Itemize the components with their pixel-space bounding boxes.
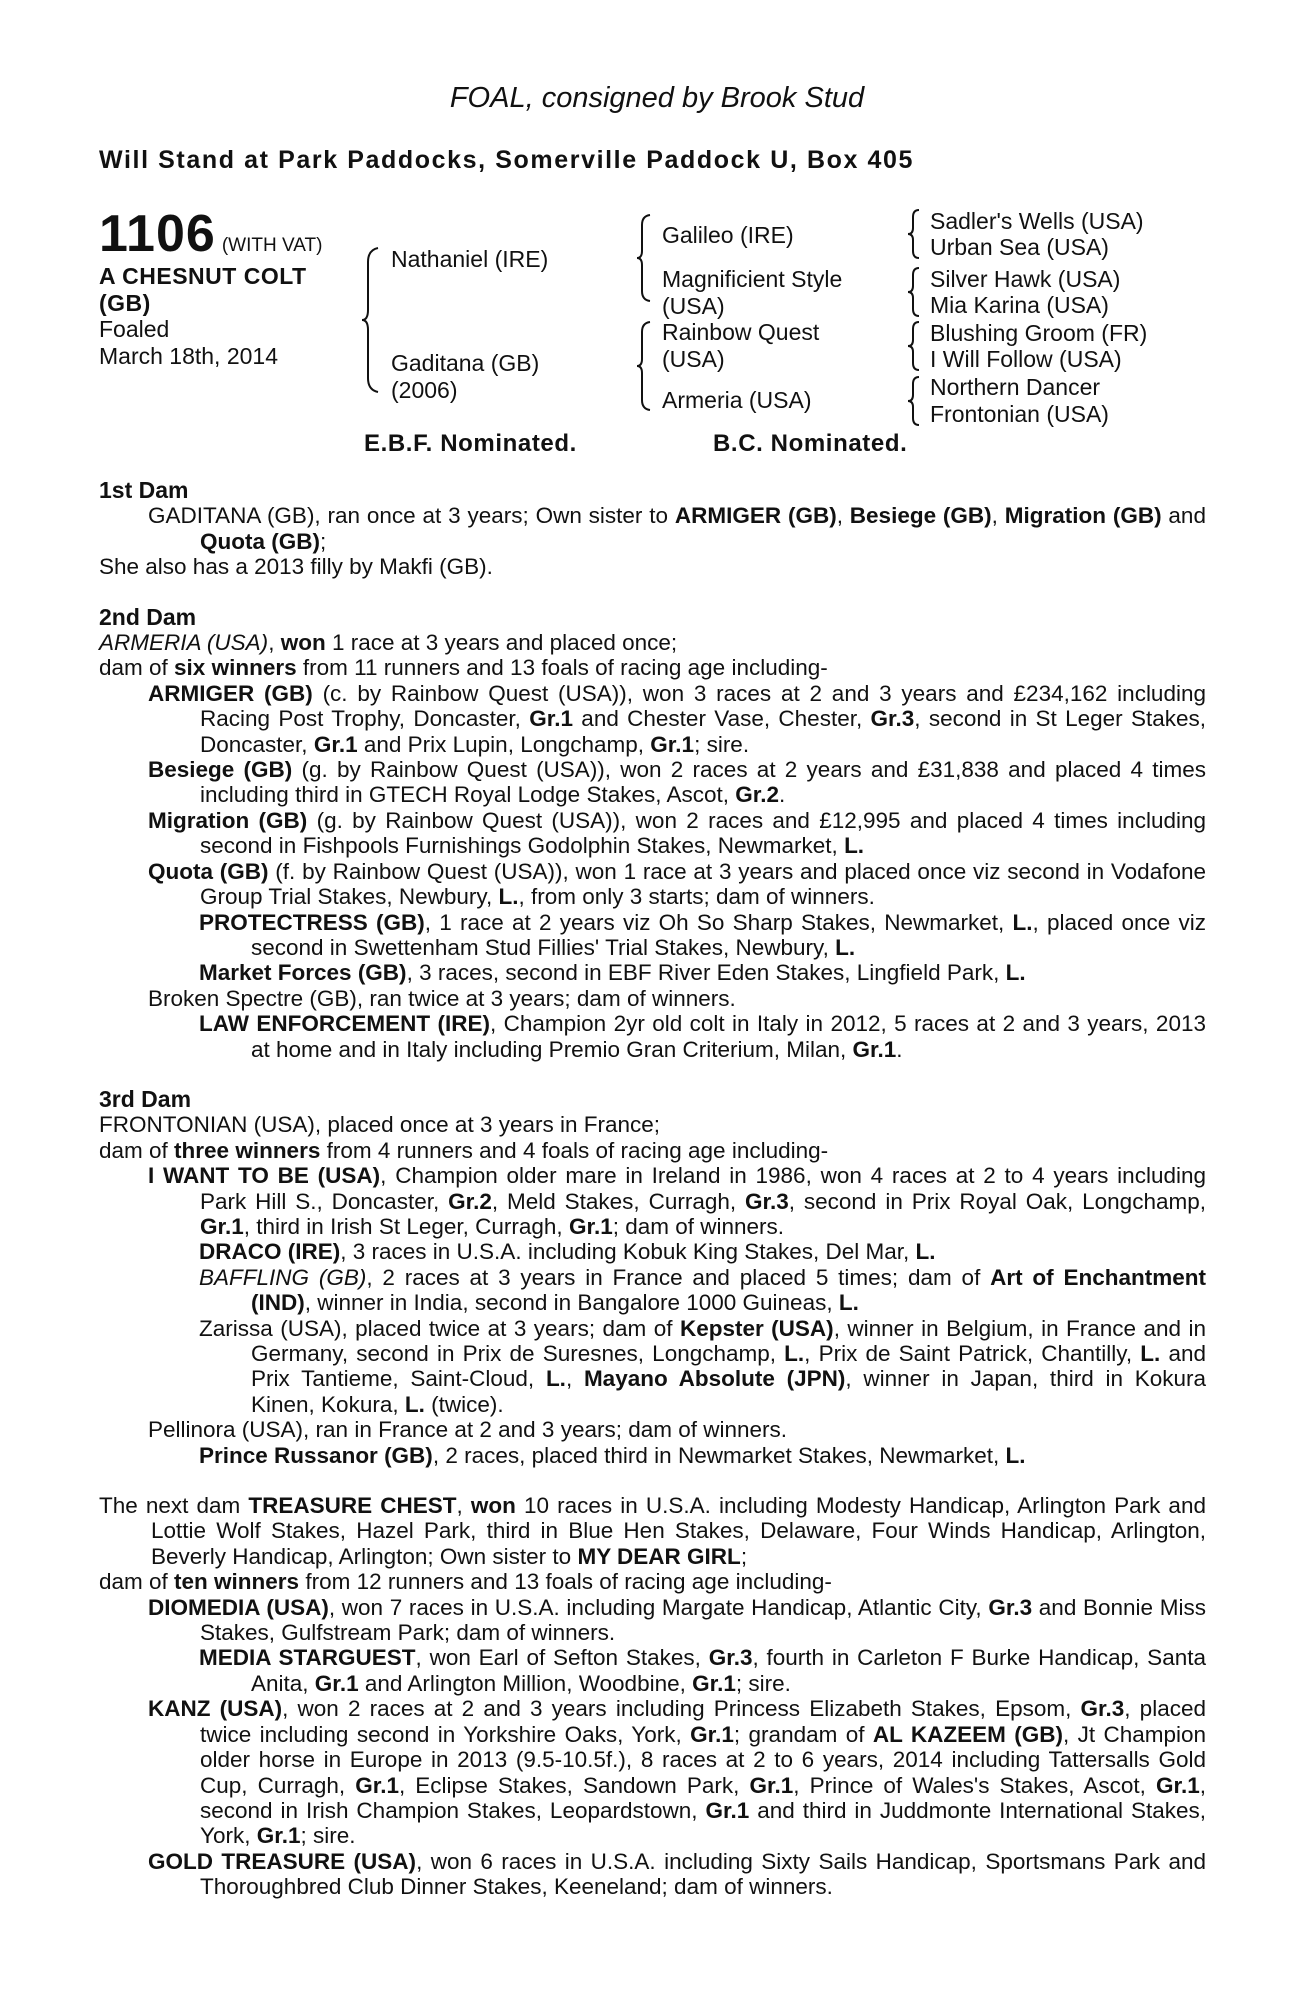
text-run: (g. by Rainbow Quest (USA)), won 2 races at 2 years and £31,838 and placed 4 times including third in GTECH Royal Lodge Stakes, Ascot, bbox=[200, 757, 1206, 808]
text-run: PROTECTRESS (GB) bbox=[199, 909, 425, 935]
dam2-market-forces bbox=[99, 960, 1206, 985]
pedigree-brace-g3 bbox=[906, 320, 922, 372]
text-run: L. bbox=[835, 934, 856, 960]
text-run: ARMIGER (GB) bbox=[674, 503, 837, 529]
text-run: GOLD TREASURE (USA) bbox=[148, 1848, 417, 1874]
text-run: L. bbox=[784, 1341, 805, 1366]
text-run: , bbox=[836, 503, 850, 529]
text-run: Gr.1 bbox=[355, 1772, 399, 1798]
pedigree-brace-g2 bbox=[906, 266, 922, 318]
pedigree-sire-dam bbox=[662, 266, 842, 319]
dam3-pellinora bbox=[99, 1417, 1206, 1442]
dam3-draco bbox=[99, 1239, 1206, 1264]
text-run: Gr.3 bbox=[744, 1188, 789, 1214]
text-run: and third in Juddmonte International Stakes, York, bbox=[200, 1797, 1206, 1849]
text-run: won bbox=[280, 630, 326, 656]
text-run: , bbox=[991, 503, 1005, 529]
text-run: , winner in India, second in Bangalore 1000 Guineas, bbox=[304, 1290, 839, 1316]
text-run: Quota (GB) bbox=[148, 858, 269, 884]
pedigree-gen4-2: Urban Sea (USA) bbox=[930, 234, 1109, 260]
pedigree-sire-sire: Galileo (IRE) bbox=[662, 222, 794, 248]
consignor-line: FOAL, consigned by Brook Stud bbox=[449, 82, 865, 114]
next-gold-treasure bbox=[99, 1849, 1206, 1900]
text-run: FRONTONIAN (USA), placed once at 3 years in France; bbox=[99, 1112, 661, 1138]
pedigree-dam-sire-line1: Rainbow Quest bbox=[662, 319, 820, 345]
dam2-armiger bbox=[99, 681, 1206, 757]
text-run: Gr.1 bbox=[313, 731, 358, 757]
text-run: DIOMEDIA (USA) bbox=[148, 1594, 329, 1620]
lot-title-line2: (GB) bbox=[99, 289, 151, 316]
text-run: , second in Prix Royal Oak, Longchamp, bbox=[788, 1188, 1206, 1214]
text-run: 10 races in U.S.A. including Modesty Handicap, Arlington Park and Lottie Wolf Stakes, Hazel Park, third in Blue Hen Stakes, Delaware, Four Winds Handicap, Arlington, Beverly Handicap, Arlington; Own sister to bbox=[151, 1493, 1206, 1569]
pedigree-dam-line2: (2006) bbox=[391, 376, 458, 403]
dam3-zarissa bbox=[99, 1316, 1206, 1418]
pedigree-gen4-5: Blushing Groom (FR) bbox=[930, 320, 1148, 346]
lot-title-line1: A CHESNUT COLT bbox=[99, 263, 307, 289]
text-run: AL KAZEEM (GB) bbox=[872, 1721, 1063, 1747]
text-run: , 2 races, placed third in Newmarket Stakes, Newmarket, bbox=[432, 1442, 1006, 1468]
text-run: Pellinora (USA), ran in France at 2 and 3 years; dam of winners. bbox=[148, 1417, 788, 1443]
text-run: , second in St Leger Stakes, Doncaster, bbox=[200, 706, 1206, 757]
text-run: Art of Enchantment (IND) bbox=[251, 1264, 1206, 1316]
text-run: Besiege (GB) bbox=[148, 757, 293, 783]
text-run: . bbox=[896, 1036, 903, 1062]
text-run: , won 7 races in U.S.A. including Margate Handicap, Atlantic City, bbox=[328, 1594, 989, 1620]
text-run: , fourth in Carleton F Burke Handicap, Santa Anita, bbox=[251, 1645, 1206, 1696]
text-run: Broken Spectre (GB), ran twice at 3 years; dam of winners. bbox=[148, 985, 736, 1011]
dam2-protectress bbox=[99, 910, 1206, 961]
text-run: dam of bbox=[99, 1569, 175, 1595]
pedigree-brace-g4 bbox=[906, 375, 922, 427]
text-run: ; dam of winners. bbox=[612, 1213, 785, 1239]
text-run: and Prix Tantieme, Saint-Cloud, bbox=[251, 1341, 1206, 1392]
text-run: Gr.3 bbox=[988, 1594, 1033, 1620]
dam2-broken-spectre bbox=[99, 986, 1206, 1011]
next-dam-entry bbox=[99, 1493, 1206, 1569]
text-run: , 3 races in U.S.A. including Kobuk King Stakes, Del Mar, bbox=[340, 1239, 916, 1265]
text-run: ; bbox=[319, 528, 327, 554]
text-run: Gr.1 bbox=[200, 1213, 244, 1239]
text-run: Migration (GB) bbox=[148, 807, 308, 833]
next-diomedia bbox=[99, 1595, 1206, 1646]
pedigree-gen4-8: Frontonian (USA) bbox=[930, 401, 1109, 427]
dam2-heading: 2nd Dam bbox=[99, 603, 197, 630]
pedigree-sire-dam-line1: Magnificient Style bbox=[662, 266, 843, 292]
text-run: ; sire. bbox=[300, 1823, 356, 1849]
text-run: (g. by Rainbow Quest (USA)), won 2 races and £12,995 and placed 4 times including second in Fishpools Furnishings Godolphin Stakes, Newmarket, bbox=[200, 807, 1206, 859]
text-run: Kepster (USA) bbox=[679, 1315, 834, 1341]
text-run: , Prix de Saint Patrick, Chantilly, bbox=[804, 1341, 1141, 1366]
text-run: Mayano Absolute (JPN) bbox=[583, 1366, 846, 1392]
dam3-baffling bbox=[99, 1265, 1206, 1316]
vat-note: (WITH VAT) bbox=[221, 235, 323, 256]
dam2-produce bbox=[99, 655, 1206, 680]
text-run: Market Forces (GB) bbox=[199, 960, 407, 986]
text-run: , Champion 2yr old colt in Italy in 2012, 5 races at 2 and 3 years, 2013 at home and in Italy including Premio Gran Criterium, Milan, bbox=[251, 1011, 1206, 1062]
dam3-intro bbox=[99, 1112, 1206, 1137]
next-kanz bbox=[99, 1696, 1206, 1848]
text-run: (f. by Rainbow Quest (USA)), won 1 race at 3 years and placed once viz second in Vodafone Group Trial Stakes, Newbury, bbox=[200, 858, 1206, 910]
text-run: LAW ENFORCEMENT (IRE) bbox=[199, 1011, 490, 1037]
text-run: TREASURE CHEST bbox=[248, 1493, 457, 1519]
pedigree-dam-line1: Gaditana (GB) bbox=[391, 350, 540, 376]
dam3-prince-russanor bbox=[99, 1443, 1206, 1468]
text-run: three winners bbox=[174, 1137, 321, 1163]
text-run: GADITANA (GB), ran once at 3 years; Own sister to bbox=[148, 503, 675, 529]
dam1-heading: 1st Dam bbox=[99, 477, 189, 503]
text-run: Gr.1 bbox=[650, 731, 695, 757]
text-run: , 3 races, second in EBF River Eden Stakes, Lingfield Park, bbox=[406, 960, 1006, 986]
text-run: from 4 runners and 4 foals of racing age including- bbox=[320, 1137, 829, 1163]
pedigree-gen4-4: Mia Karina (USA) bbox=[930, 292, 1109, 318]
text-run: Gr.1 bbox=[568, 1213, 613, 1239]
dam2-quota bbox=[99, 859, 1206, 910]
text-run: L. bbox=[1005, 1442, 1026, 1468]
text-run: Gr.3 bbox=[870, 706, 915, 732]
text-run: won bbox=[470, 1493, 516, 1519]
pedigree-dam-dam: Armeria (USA) bbox=[662, 387, 812, 413]
text-run: , bbox=[565, 1366, 584, 1392]
text-run: , third in Irish St Leger, Curragh, bbox=[243, 1213, 569, 1239]
dam2-migration bbox=[99, 808, 1206, 859]
text-run: , second in Irish Champion Stakes, Leopardstown, bbox=[200, 1772, 1207, 1823]
text-run: ten winners bbox=[174, 1569, 300, 1595]
pedigree-gen4-6: I Will Follow (USA) bbox=[930, 346, 1122, 372]
next-media-starguest bbox=[99, 1645, 1206, 1696]
text-run: L. bbox=[915, 1239, 936, 1265]
text-run: Gr.1 bbox=[692, 1670, 736, 1696]
pedigree-sire: Nathaniel (IRE) bbox=[391, 246, 549, 272]
dam3-produce bbox=[99, 1138, 1206, 1163]
text-run: Gr.1 bbox=[1155, 1772, 1200, 1798]
text-run: (c. by Rainbow Quest (USA)), won 3 races at 2 and 3 years and £234,162 including Racing Post Trophy, Doncaster, bbox=[200, 680, 1206, 732]
text-run: ; grandam of bbox=[733, 1721, 873, 1747]
text-run: Besiege (GB) bbox=[849, 503, 992, 529]
text-run: dam of bbox=[99, 655, 175, 681]
text-run: (twice). bbox=[424, 1391, 504, 1417]
text-run: six winners bbox=[174, 655, 297, 681]
text-run: Gr.2 bbox=[735, 782, 780, 808]
bc-nominated: B.C. Nominated. bbox=[713, 430, 908, 457]
foaled-date: March 18th, 2014 bbox=[99, 342, 279, 369]
text-run: L. bbox=[1005, 960, 1026, 986]
text-run: Prince Russanor (GB) bbox=[199, 1442, 433, 1468]
dam2-law-enforcement bbox=[99, 1011, 1206, 1062]
text-run: and Chester Vase, Chester, bbox=[573, 706, 871, 732]
text-run: Gr.3 bbox=[708, 1645, 753, 1671]
text-run: and Prix Lupin, Longchamp, bbox=[357, 731, 651, 757]
text-run: and Arlington Million, Woodbine, bbox=[358, 1670, 693, 1696]
text-run: Gr.1 bbox=[256, 1823, 301, 1849]
text-run: , Jt Champion older horse in Europe in 2013 (9.5-10.5f.), 8 races at 2 to 6 years, 2014 including Tattersalls Gold Cup, Curragh, bbox=[200, 1721, 1207, 1798]
text-run: L. bbox=[545, 1366, 566, 1392]
pedigree-brace-sire bbox=[635, 213, 653, 303]
text-run: , placed once viz second in Swettenham Stud Fillies' Trial Stakes, Newbury, bbox=[251, 909, 1206, 960]
text-run: Gr.3 bbox=[1080, 1696, 1125, 1722]
text-run: L. bbox=[404, 1391, 425, 1417]
dam2-intro bbox=[99, 630, 1206, 655]
pedigree-dam-sire-line2: (USA) bbox=[662, 345, 725, 372]
text-run: Migration (GB) bbox=[1004, 503, 1162, 529]
text-run: L. bbox=[1140, 1341, 1161, 1366]
text-run: , won 6 races in U.S.A. including Sixty Sails Handicap, Sportsmans Park and Thoroughbred Club Dinner Stakes, Keeneland; dam of winners. bbox=[200, 1848, 1206, 1900]
text-run: , won Earl of Sefton Stakes, bbox=[415, 1645, 709, 1671]
foaled-label: Foaled bbox=[99, 316, 170, 342]
text-run: , won 2 races at 2 and 3 years including Princess Elizabeth Stakes, Epsom, bbox=[282, 1696, 1081, 1722]
dam2-besiege bbox=[99, 757, 1206, 808]
lot-number-block bbox=[99, 204, 322, 264]
text-run: L. bbox=[844, 833, 865, 859]
pedigree-gen4-3: Silver Hawk (USA) bbox=[930, 266, 1121, 292]
stand-location: Will Stand at Park Paddocks, Somerville Paddock U, Box 405 bbox=[99, 146, 915, 174]
text-run: , winner in Japan, third in Kokura Kinen, Kokura, bbox=[251, 1366, 1206, 1417]
text-run: MEDIA STARGUEST bbox=[199, 1645, 416, 1671]
pedigree-gen4-1: Sadler's Wells (USA) bbox=[930, 208, 1144, 234]
text-run: , Prince of Wales's Stakes, Ascot, bbox=[793, 1772, 1156, 1798]
text-run: MY DEAR GIRL bbox=[577, 1543, 741, 1569]
pedigree-brace-main bbox=[360, 246, 382, 394]
text-run: L. bbox=[1012, 909, 1033, 935]
text-run: , Eclipse Stakes, Sandown Park, bbox=[398, 1772, 750, 1798]
text-run: , bbox=[268, 630, 281, 656]
text-run: , Champion older mare in Ireland in 1986, won 4 races at 2 to 4 years including Park Hill S., Doncaster, bbox=[200, 1163, 1206, 1214]
lot-description bbox=[99, 263, 307, 369]
text-run: Quota (GB) bbox=[200, 528, 320, 554]
text-run: 1 race at 3 years and placed once; bbox=[325, 630, 678, 656]
pedigree-dam-sire bbox=[662, 319, 819, 372]
text-run: L. bbox=[838, 1290, 859, 1316]
text-run: Gr.1 bbox=[705, 1797, 750, 1823]
next-dam-produce bbox=[99, 1569, 1206, 1594]
text-run: ARMIGER (GB) bbox=[148, 680, 313, 706]
pedigree-brace-g1 bbox=[906, 208, 922, 260]
text-run: Gr.1 bbox=[852, 1036, 897, 1062]
text-run: Gr.2 bbox=[448, 1188, 492, 1214]
text-run: ARMERIA (USA) bbox=[99, 630, 269, 656]
ebf-nominated: E.B.F. Nominated. bbox=[364, 430, 577, 457]
pedigree-sire-dam-line2: (USA) bbox=[662, 292, 725, 319]
text-run: , Meld Stakes, Curragh, bbox=[491, 1188, 745, 1214]
text-run: DRACO (IRE) bbox=[199, 1239, 341, 1265]
text-run: , from only 3 starts; dam of winners. bbox=[518, 884, 875, 910]
pedigree-notes bbox=[99, 478, 1206, 1900]
text-run: . bbox=[779, 782, 786, 808]
text-run: Gr.1 bbox=[314, 1670, 359, 1696]
text-run: , winner in Belgium, in France and in Germany, second in Prix de Suresnes, Longchamp, bbox=[251, 1315, 1207, 1366]
dam1-note: She also has a 2013 filly by Makfi (GB). bbox=[99, 554, 493, 580]
text-run: Gr.1 bbox=[690, 1721, 734, 1747]
text-run: , 1 race at 2 years viz Oh So Sharp Stakes, Newmarket, bbox=[424, 909, 1013, 935]
text-run: ; bbox=[740, 1543, 748, 1569]
text-run: ; sire. bbox=[735, 1670, 791, 1696]
dam3-heading: 3rd Dam bbox=[99, 1085, 192, 1112]
text-run: and bbox=[1161, 503, 1206, 529]
pedigree-brace-dam bbox=[635, 320, 653, 412]
text-run: Gr.1 bbox=[529, 706, 573, 732]
text-run: dam of bbox=[99, 1137, 175, 1163]
pedigree-dam bbox=[391, 350, 539, 403]
text-run: I WANT TO BE (USA) bbox=[148, 1163, 381, 1189]
text-run: from 12 runners and 13 foals of racing age including- bbox=[299, 1569, 832, 1595]
text-run: from 11 runners and 13 foals of racing age including- bbox=[296, 655, 828, 681]
dam1-entry bbox=[99, 503, 1206, 554]
text-run: Zarissa (USA), placed twice at 3 years; dam of bbox=[199, 1315, 680, 1341]
text-run: , 2 races at 3 years in France and placed 5 times; dam of bbox=[366, 1264, 991, 1290]
text-run: BAFFLING (GB) bbox=[199, 1264, 367, 1290]
text-run: , bbox=[456, 1493, 471, 1519]
lot-number: 1106 bbox=[99, 205, 216, 263]
dam3-i-want-to-be bbox=[99, 1163, 1206, 1239]
text-run: ; sire. bbox=[694, 731, 750, 757]
text-run: KANZ (USA) bbox=[148, 1696, 283, 1722]
text-run: and Bonnie Miss Stakes, Gulfstream Park; dam of winners. bbox=[200, 1594, 1206, 1646]
pedigree-gen4-7: Northern Dancer bbox=[930, 374, 1101, 400]
text-run: L. bbox=[498, 884, 519, 910]
text-run: , placed twice including second in Yorkshire Oaks, York, bbox=[200, 1696, 1206, 1747]
text-run: The next dam bbox=[99, 1493, 249, 1519]
text-run: Gr.1 bbox=[749, 1772, 794, 1798]
